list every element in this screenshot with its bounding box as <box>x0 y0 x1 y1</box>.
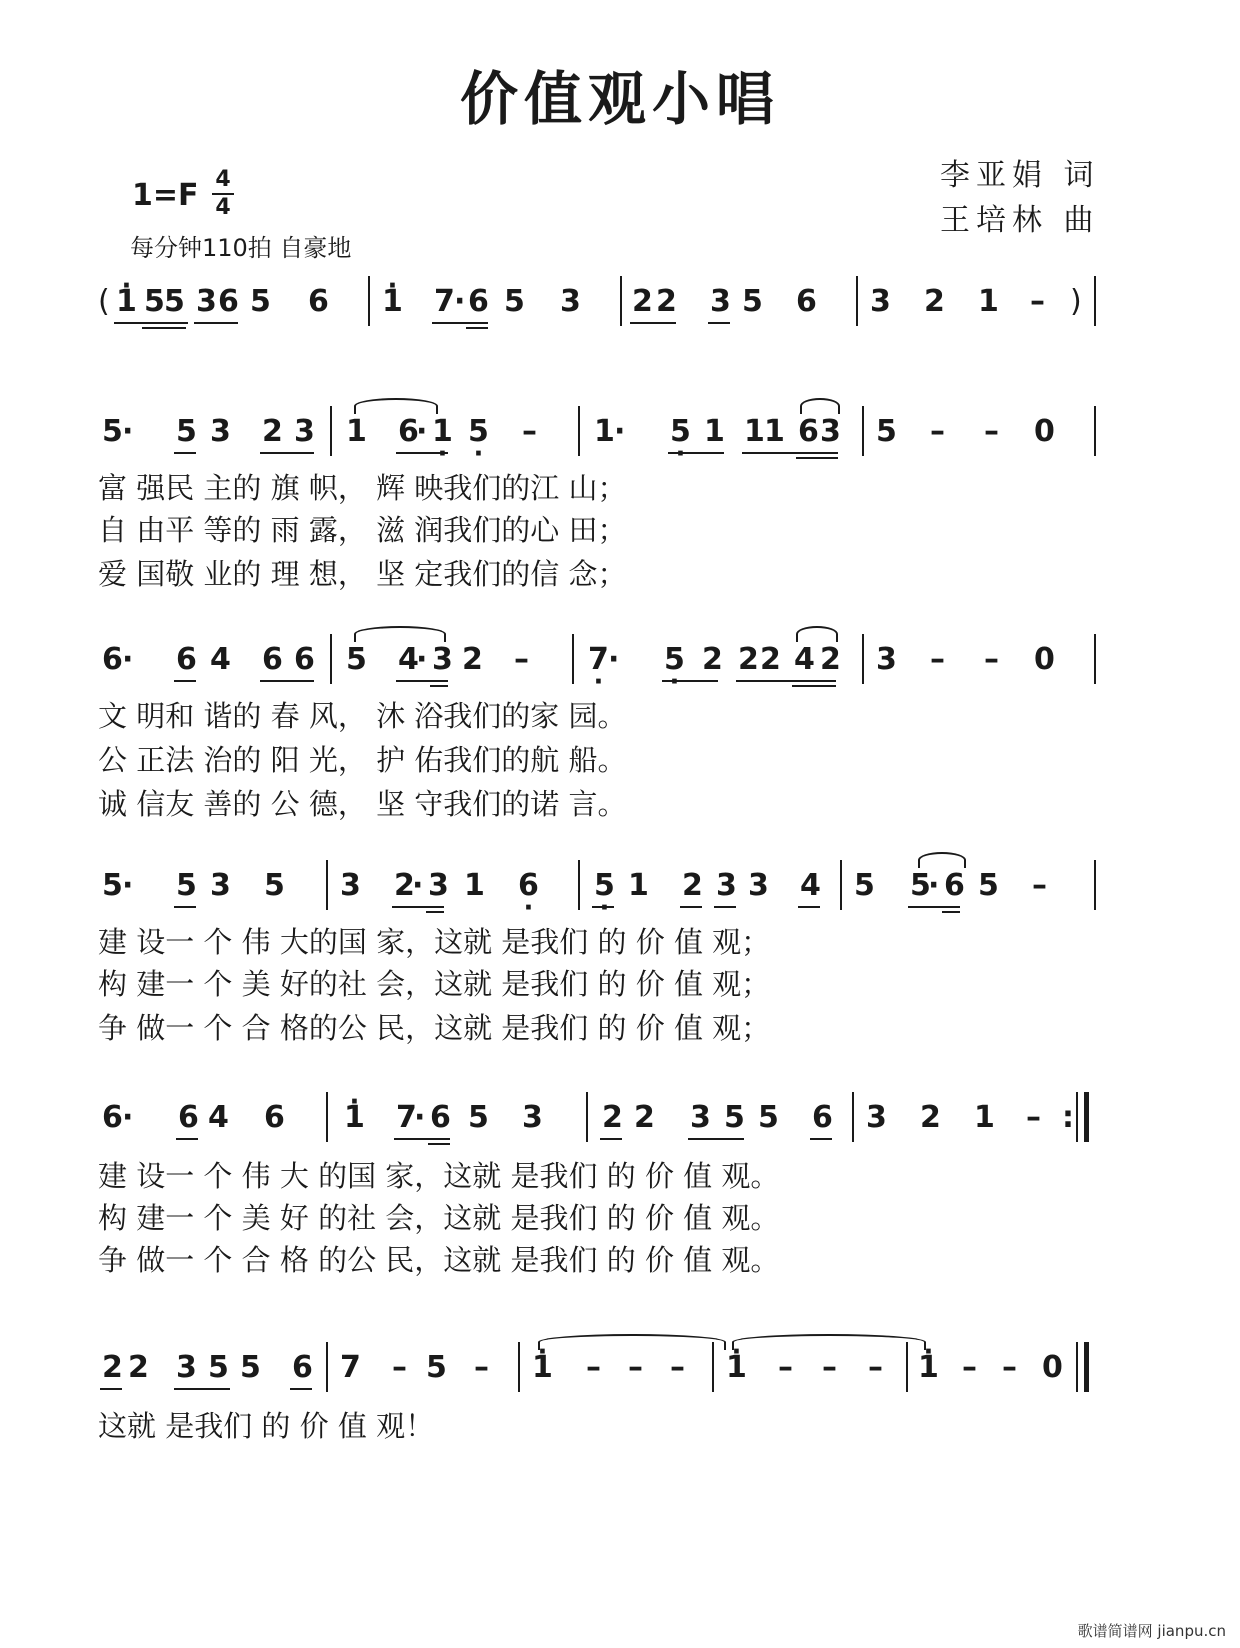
intro-row: ( · 1 5 5 3 6 5 6 · 1 7 · 6 5 3 2 2 3 5 6 3 2 1 – ) <box>98 282 1158 328</box>
tempo-marking: 每分钟110拍 自豪地 <box>130 234 352 262</box>
lyrics-4-3: 争 做一 个 合 格 的公 民，这就 是我们 的 价 值 观。 <box>98 1243 780 1277</box>
time-bottom: 4 <box>215 195 231 220</box>
lyrics-4-2: 构 建一 个 美 好 的社 会，这就 是我们 的 价 值 观。 <box>98 1201 780 1235</box>
lyrics-3-3: 争 做一 个 合 格的公 民，这就 是我们 的 价 值 观； <box>98 1011 771 1045</box>
lyricist: 李亚娟 词 <box>940 158 1100 193</box>
key-text: 1=F <box>132 178 199 213</box>
composer: 王培林 曲 <box>940 203 1100 238</box>
lyrics-5: 这就 是我们 的 价 值 观！ <box>98 1409 435 1443</box>
melody-line-2: 6 · 6 4 6 6 5 4 · 3 2 – 7 · · 5 · 2 2 2 4 2 3 – – 0 <box>98 640 1158 686</box>
lyrics-3-2: 构 建一 个 美 好的社 会，这就 是我们 的 价 值 观； <box>98 967 771 1001</box>
lyrics-1-1: 富 强民 主的 旗 帜， 辉 映我们的江 山； <box>98 471 627 505</box>
score-title: 价值观小唱 <box>459 65 780 133</box>
key-signature <box>132 178 199 213</box>
melody-line-5: 2 2 3 5 5 6 7 – 5 – · 1 – – – · 1 – – – · 1 – – 0 <box>98 1348 1158 1394</box>
watermark: 歌谱简谱网 jianpu.cn <box>1077 1622 1226 1640</box>
lyrics-4-1: 建 设一 个 伟 大 的国 家，这就 是我们 的 价 值 观。 <box>98 1159 780 1193</box>
lyrics-2-2: 公 正法 治的 阳 光， 护 佑我们的航 船。 <box>98 743 627 777</box>
lyrics-3-1: 建 设一 个 伟 大的国 家，这就 是我们 的 价 值 观； <box>98 925 771 959</box>
time-top: 4 <box>215 167 231 192</box>
melody-line-4: 6 · 6 4 6 · 1 7 · 6 5 3 2 2 3 5 5 6 3 2 1 – : <box>98 1098 1158 1144</box>
lyrics-1-3: 爱 国敬 业的 理 想， 坚 定我们的信 念； <box>98 557 627 591</box>
lyrics-2-3: 诚 信友 善的 公 德， 坚 守我们的诺 言。 <box>98 787 627 821</box>
melody-line-3: 5 · 5 3 5 3 2 · 3 1 6 · 5 · 1 2 3 3 4 5 5 · 6 5 – <box>98 866 1158 912</box>
lyrics-1-2: 自 由平 等的 雨 露， 滋 润我们的心 田； <box>98 513 627 547</box>
time-signature <box>212 168 234 220</box>
melody-line-1: 5 · 5 3 2 3 1 6 · 1 · 5 · – 1 · 5 · 1 1 1 6 3 5 – – 0 <box>98 412 1158 458</box>
lyrics-2-1: 文 明和 谐的 春 风， 沐 浴我们的家 园。 <box>98 699 627 733</box>
